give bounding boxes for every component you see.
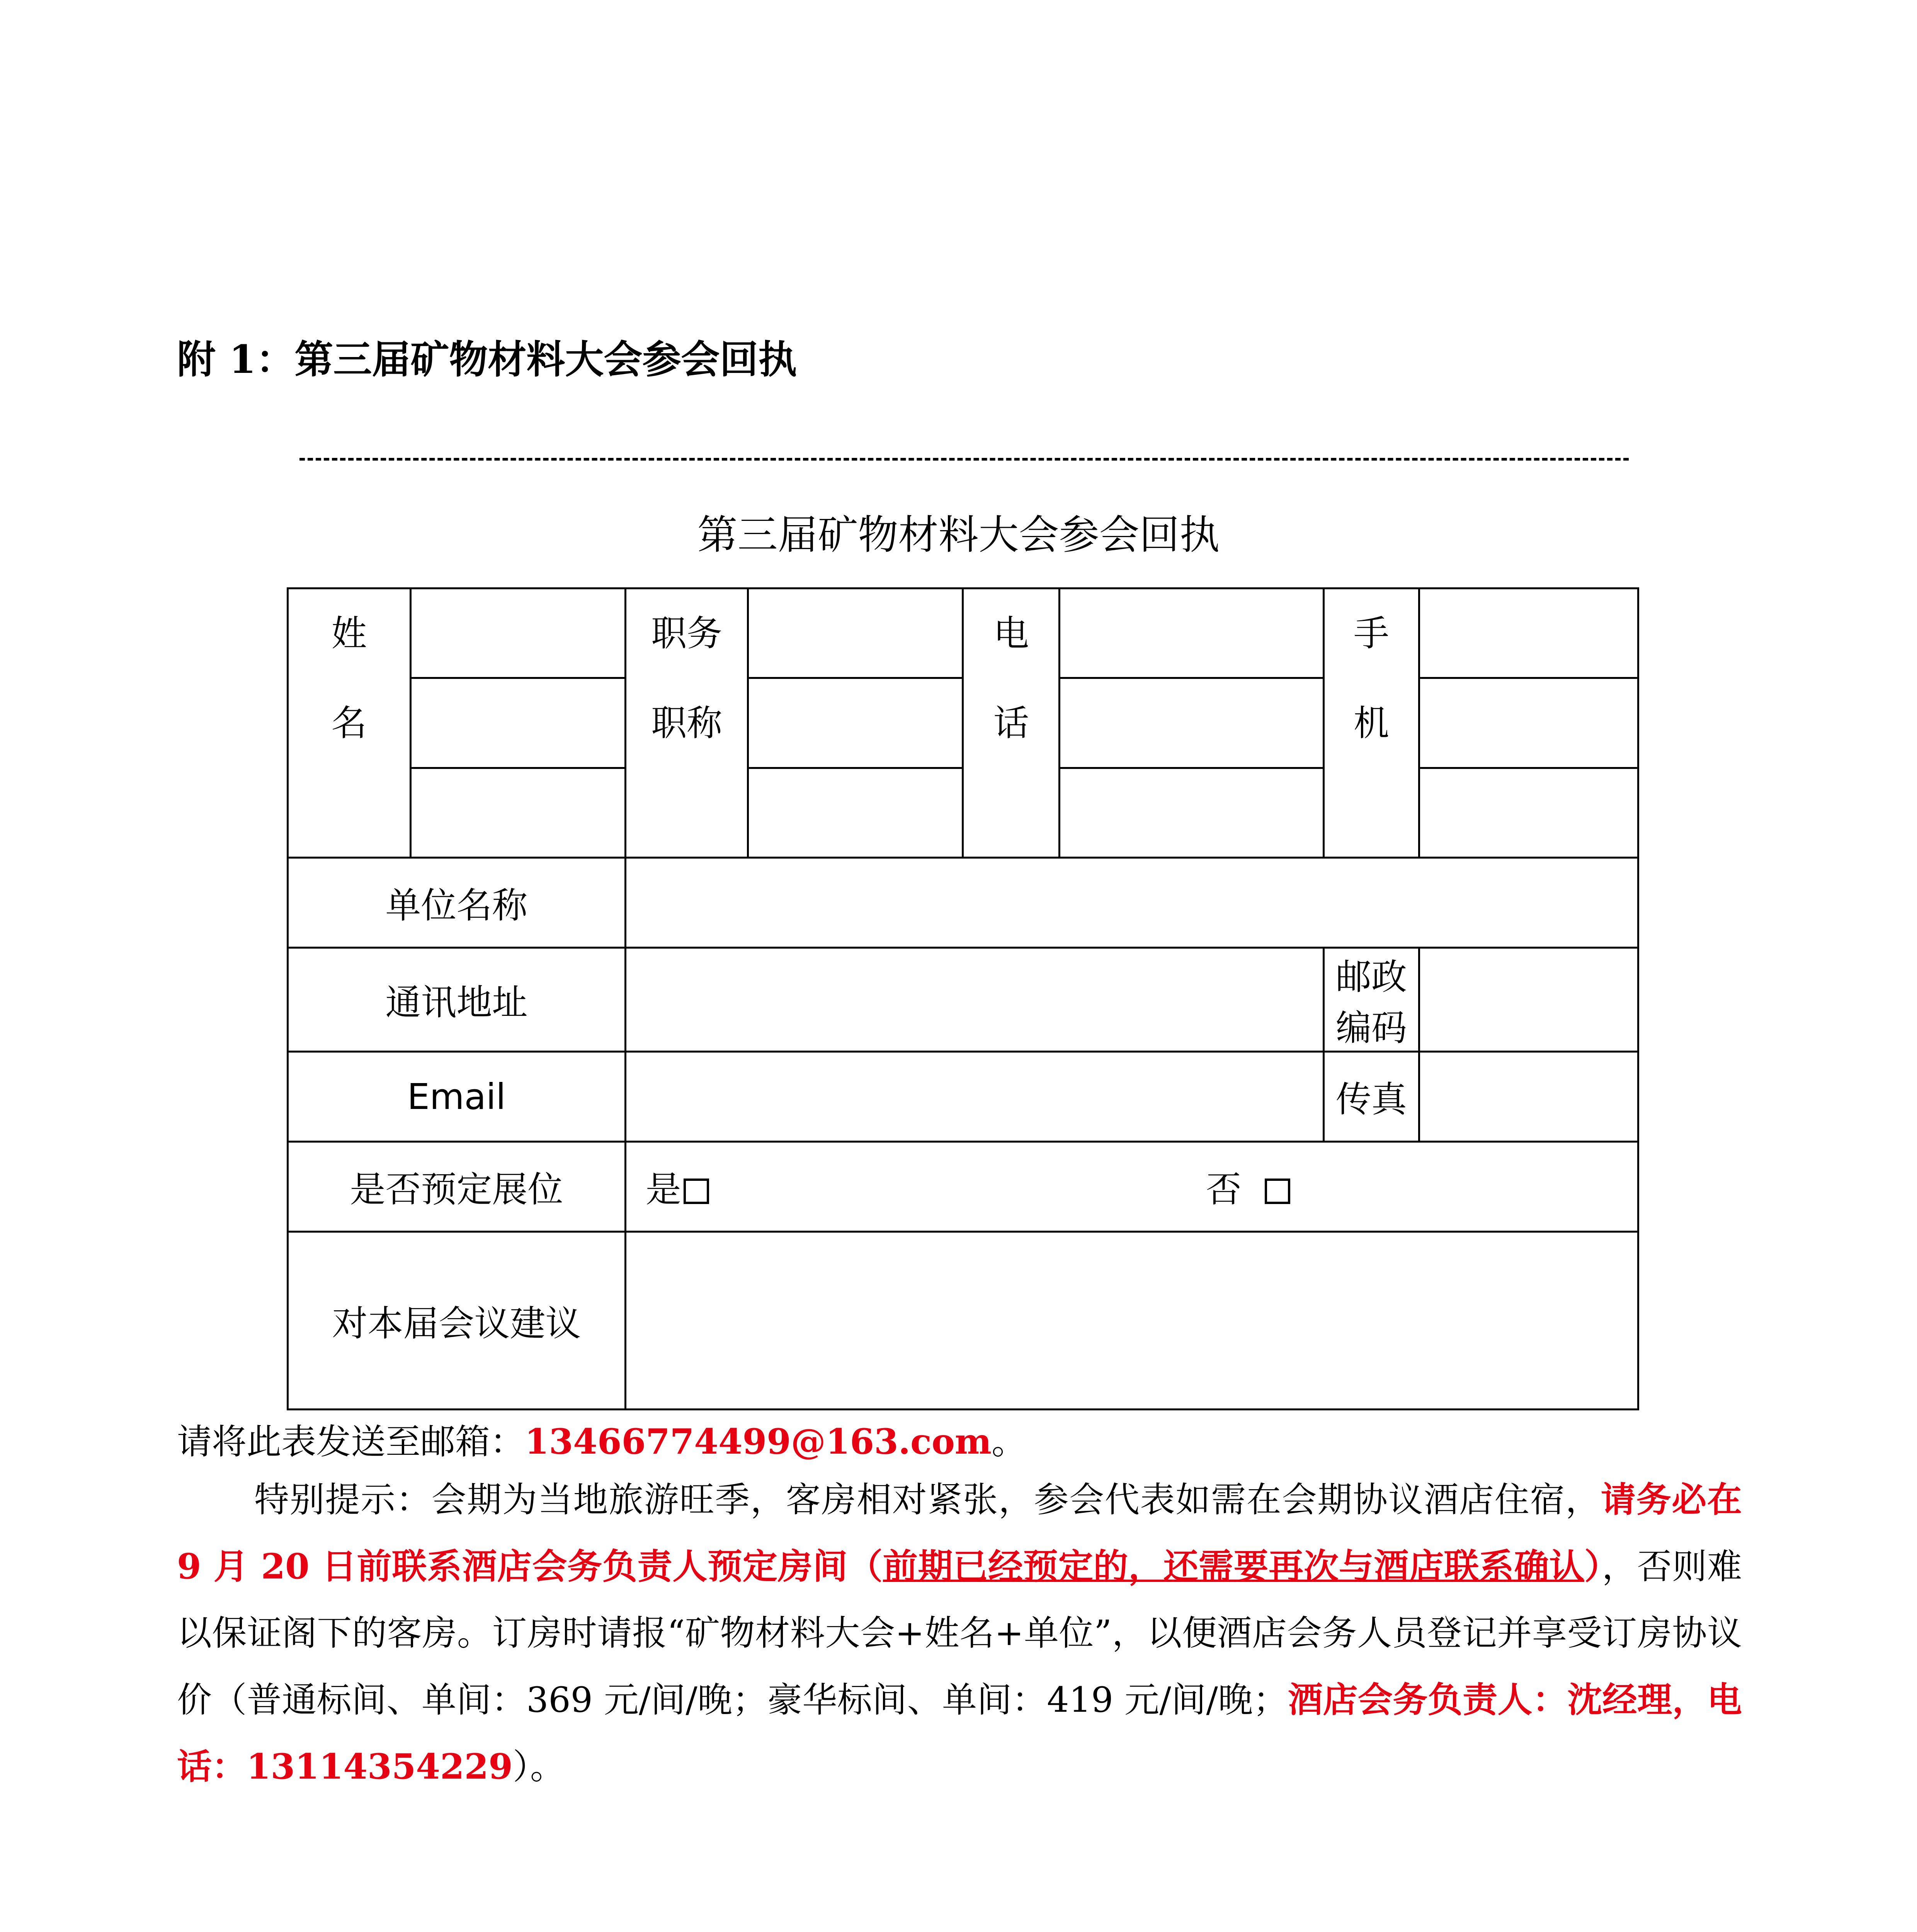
special-notice bbox=[177, 1466, 1742, 1800]
name-label bbox=[288, 588, 411, 858]
position-title-label bbox=[625, 588, 748, 858]
phone-input-2[interactable] bbox=[1060, 678, 1323, 768]
note-red-1: 请务必在 9 月 20 日前联系酒店会务负责人预定房间（ bbox=[177, 1479, 1742, 1587]
position-input-3[interactable] bbox=[748, 768, 963, 858]
phone-label bbox=[963, 588, 1060, 858]
mail-prefix: 请将此表发送至邮箱： bbox=[177, 1422, 525, 1462]
note-part-3: ）。 bbox=[512, 1747, 565, 1787]
name-label-char-2: 名 bbox=[331, 702, 367, 744]
position-input-2[interactable] bbox=[748, 678, 963, 768]
suggestion-label: 对本届会议建议 bbox=[288, 1232, 626, 1410]
name-input-2[interactable] bbox=[410, 678, 625, 768]
fax-input[interactable] bbox=[1419, 1052, 1638, 1142]
booth-options bbox=[625, 1142, 1638, 1232]
mail-address: 13466774499@163.com bbox=[525, 1421, 992, 1462]
mail-suffix: 。 bbox=[992, 1422, 1027, 1462]
email-input[interactable] bbox=[625, 1052, 1323, 1142]
mail-instruction bbox=[177, 1408, 1742, 1475]
mobile-label bbox=[1323, 588, 1419, 858]
name-input-3[interactable] bbox=[410, 768, 625, 858]
phone-label-char-2: 话 bbox=[993, 702, 1029, 744]
title-label: 职称 bbox=[651, 702, 723, 744]
note-part-2: ，否则难以保证阁下的客房。订房时请报“矿物材料大会+姓名+单位”，以便酒店会务人员登记并享受订房协议价（普通标间、单间：369 元/间/晚；豪华标间、单间：419 元/间/晚； bbox=[177, 1546, 1742, 1720]
phone-input-1[interactable] bbox=[1060, 588, 1323, 678]
address-input[interactable] bbox=[625, 948, 1323, 1052]
postcode-input[interactable] bbox=[1419, 948, 1638, 1052]
mobile-label-char-1: 手 bbox=[1353, 613, 1389, 654]
suggestion-input[interactable] bbox=[625, 1232, 1638, 1410]
name-input-1[interactable] bbox=[410, 588, 625, 678]
booth-yes-label: 是 bbox=[645, 1169, 681, 1210]
form-title: 第三届矿物材料大会参会回执 bbox=[697, 511, 1220, 558]
postcode-label: 邮政编码 bbox=[1323, 948, 1419, 1052]
org-input[interactable] bbox=[625, 858, 1638, 948]
note-red-underline: 前期已经预定的，还需要再次与酒店联系确认 bbox=[883, 1546, 1584, 1587]
note-red-2: ） bbox=[1584, 1546, 1602, 1587]
position-input-1[interactable] bbox=[748, 588, 963, 678]
cut-line bbox=[299, 458, 1629, 461]
registration-form bbox=[287, 587, 1639, 1410]
position-label: 职务 bbox=[651, 613, 723, 654]
mobile-input-2[interactable] bbox=[1419, 678, 1638, 768]
phone-label-char-1: 电 bbox=[993, 613, 1029, 654]
note-part-1: 特别提示：会期为当地旅游旺季，客房相对紧张，参会代表如需在会期协议酒店住宿， bbox=[254, 1480, 1601, 1520]
booth-label: 是否预定展位 bbox=[288, 1142, 626, 1232]
booth-yes-checkbox[interactable] bbox=[684, 1179, 709, 1204]
email-label: Email bbox=[288, 1052, 626, 1142]
booth-no-label: 否 bbox=[1206, 1169, 1242, 1210]
phone-input-3[interactable] bbox=[1060, 768, 1323, 858]
mobile-input-3[interactable] bbox=[1419, 768, 1638, 858]
hotel-contact: 酒店会务负责人：沈经理，电话：13114354229 bbox=[177, 1679, 1742, 1787]
org-label: 单位名称 bbox=[288, 858, 626, 948]
mobile-input-1[interactable] bbox=[1419, 588, 1638, 678]
mobile-label-char-2: 机 bbox=[1353, 702, 1389, 744]
booth-no-option[interactable] bbox=[1206, 1161, 1290, 1212]
name-label-char-1: 姓 bbox=[331, 613, 367, 654]
attachment-heading: 附 1：第三届矿物材料大会参会回执 bbox=[177, 337, 797, 382]
fax-label: 传真 bbox=[1323, 1052, 1419, 1142]
address-label: 通讯地址 bbox=[288, 948, 626, 1052]
booth-yes-option[interactable] bbox=[646, 1161, 709, 1212]
booth-no-checkbox[interactable] bbox=[1265, 1179, 1290, 1204]
